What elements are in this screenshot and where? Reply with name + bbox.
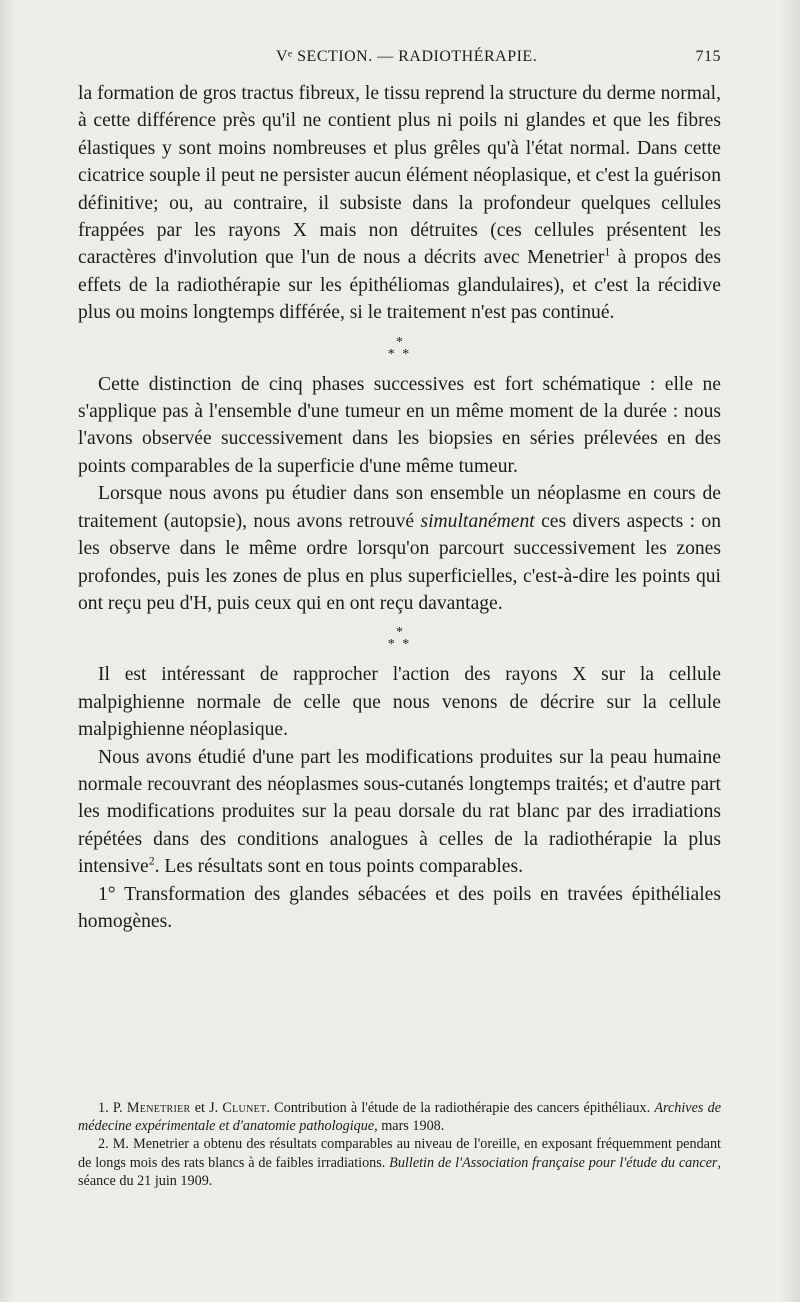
paragraph-text: Il est intéressant de rapprocher l'action des rayons X sur la cellule malpighienne normale de celle que nous venons de décrire sur la cellule malpighienne néoplasique. [78,664,721,741]
emphasis-text: simultanément [420,510,535,532]
footnote-text: 1. P. [98,1100,127,1116]
running-header [78,48,721,72]
paragraph-text: Nous avons étudié d'une part les modifications produites sur la peau humaine normale recouvrant des néoplasmes sous-cutanés longtemps traités; et d'autre part les modifications produites sur la peau dorsale du rat blanc par des irradiations répétées dans des conditions analogues à celles de la radiothérapie la plus intensive [78,746,721,878]
paragraph-5 [78,744,721,881]
author-name: Menetrier [126,1100,191,1116]
paragraph-2 [78,371,721,481]
asterism-separator [78,617,721,657]
footnote-text: . Contribution à l'étude de la radiothérapie des cancers épithéliaux. [266,1100,655,1116]
footnote-text: 2. M. Menetrier a obtenu des résultats comparables au niveau de l'oreille, en exposant fréquemment pendant de longs mois des rats blancs à de faibles irradiations. [78,1136,721,1171]
footnote-1 [78,1099,721,1135]
paragraph-6 [78,881,721,936]
asterism-bottom: * * [387,346,412,362]
journal-title: Bulletin de l'Association française pour l'étude du cancer [389,1154,718,1171]
footnote-text: et J. [190,1100,223,1116]
paragraph-text: ces divers aspects : on les observe dans le même ordre lorsqu'on parcourt successivement les zones profondes, puis les zones de plus en plus superficielles, c'est-à-dire les points qui ont reçu peu d'H, puis ceux qui en ont reçu davantage. [78,510,721,614]
running-title: Vᵉ SECTION. — RADIOTHÉRAPIE. [276,48,538,65]
asterism-top: * [396,334,403,350]
page-number: 715 [695,48,721,65]
journal-title: Archives de médecine expérimentale et d'anatomie pathologique [78,1100,721,1135]
paragraph-3 [78,480,721,617]
asterism-bottom: * * [387,637,412,653]
paragraph-text: . Les résultats sont en tous points comparables. [154,856,524,878]
asterism-separator [78,327,721,367]
footnote-2 [78,1135,721,1190]
footnote-ref: 2 [148,854,155,868]
paragraph-4 [78,661,721,743]
author-name: Clunet [222,1100,267,1116]
paragraph-text: Cette distinction de cinq phases successives est fort schématique : elle ne s'applique pas à l'ensemble d'une tumeur en un même moment de la durée : nous l'avons observée successivement dans les biopsies en séries prélevées en des points comparables de la superficie d'une même tumeur. [78,373,721,477]
paragraph-text: à propos des effets de la radiothérapie sur les épithéliomas glandulaires), et c'est la récidive plus ou moins longtemps différée, si le traitement n'est pas continué. [78,247,721,324]
paragraph-text: Lorsque nous avons pu étudier dans son ensemble un néoplasme en cours de traitement (autopsie), nous avons retrouvé [78,483,721,532]
asterism-top: * [396,625,403,641]
paragraph-text: 1° Transformation des glandes sébacées et des poils en travées épithéliales homogènes. [78,883,721,932]
main-text [78,80,721,935]
footnote-text: , séance du 21 juin 1909. [78,1154,721,1189]
footnote-text: , mars 1908. [374,1118,445,1135]
footnotes [78,1099,721,1190]
paragraph-text: la formation de gros tractus fibreux, le tissu reprend la structure du derme normal, à cette différence près qu'il ne contient plus ni poils ni glandes et que les fibres élastiques y sont moins nombreuses et plus grêles qu'à l'état normal. Dans cette cicatrice souple il peut ne persister aucun élément néoplasique, et c'est la guérison définitive; ou, au contraire, il subsiste dans la profondeur quelques cellules frappées par les rayons X mais non détruites (ces cellules présentent les caractères d'involution que l'un de nous a décrits avec Menetrier [78,83,721,269]
paragraph-1 [78,80,721,327]
footnote-ref: 1 [604,245,611,259]
